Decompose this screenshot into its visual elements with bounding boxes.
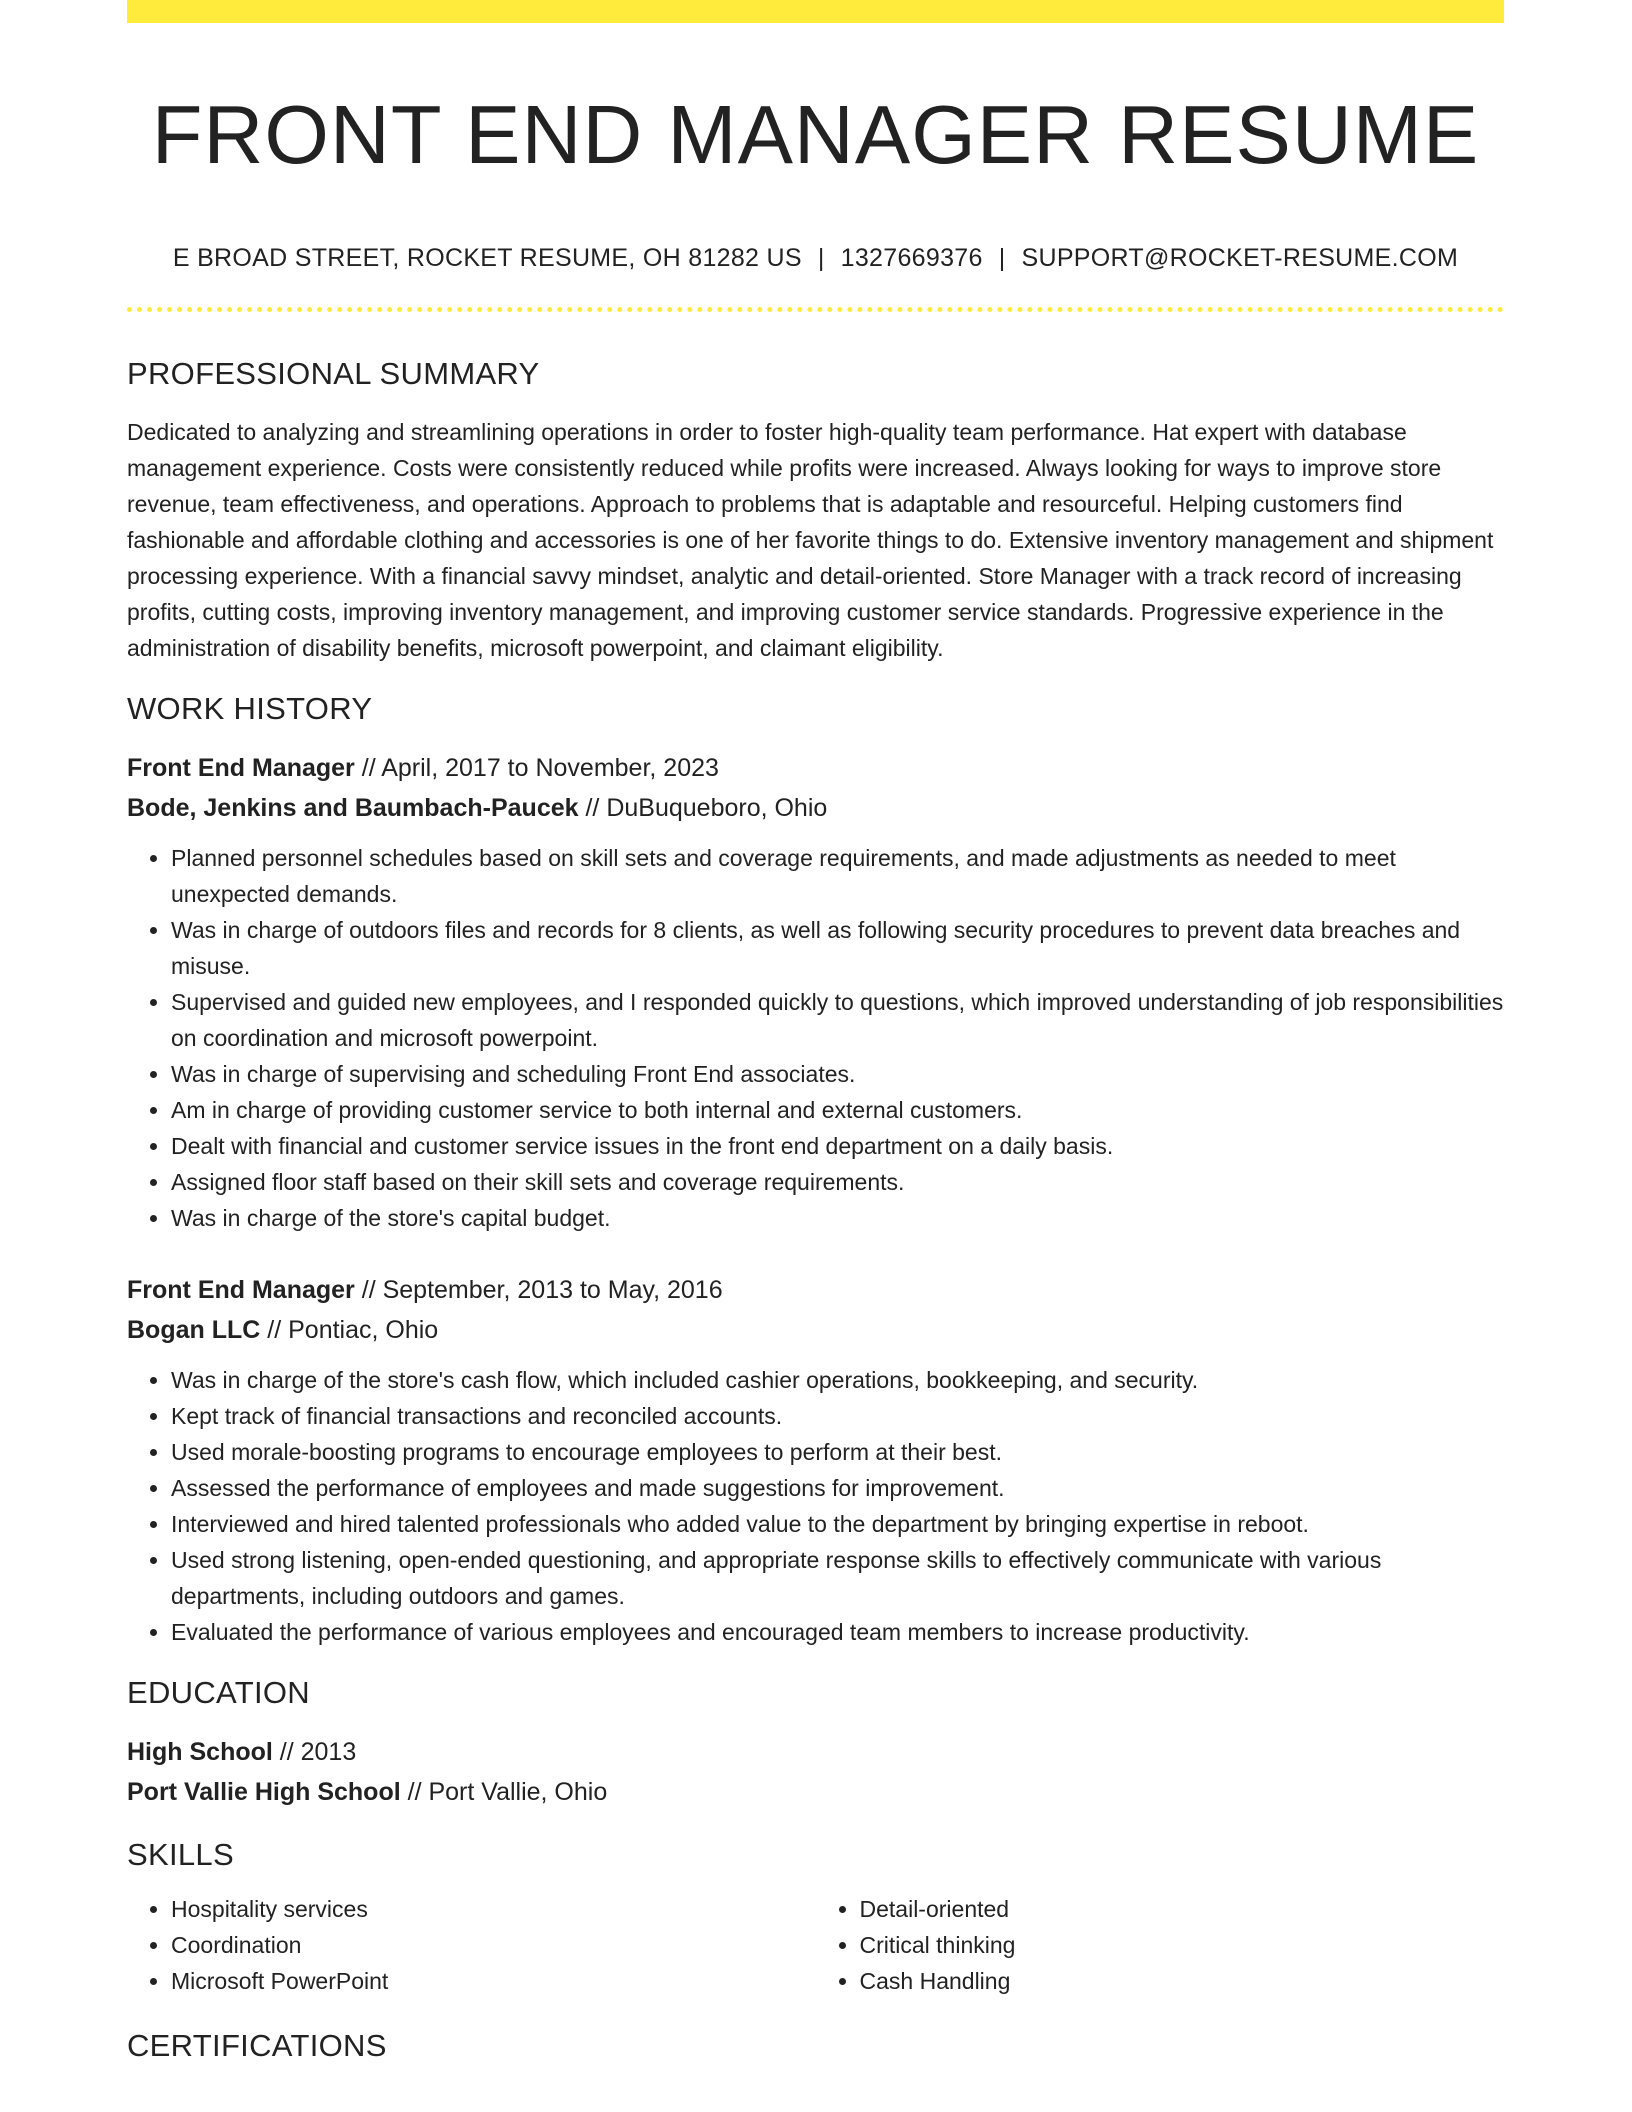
contact-address: E BROAD STREET, ROCKET RESUME, OH 81282 US	[172, 244, 802, 272]
job-duties-list	[127, 840, 1504, 1236]
list-item: • Was in charge of the store's cash flow, which included cashier operations, bookkeeping, and security.	[171, 1362, 1504, 1398]
job-dates: // September, 2013 to May, 2016	[354, 1276, 723, 1304]
list-item: • Am in charge of providing customer service to both internal and external customers.	[171, 1092, 1504, 1128]
contact-separator: |	[998, 244, 1006, 272]
education-location: // Port Vallie, Ohio	[400, 1778, 608, 1806]
list-item: • Was in charge of supervising and scheduling Front End associates.	[171, 1056, 1504, 1092]
list-item: • Was in charge of outdoors files and records for 8 clients, as well as following security procedures to prevent data breaches and misuse.	[171, 912, 1504, 984]
skill-item: • Critical thinking	[860, 1927, 1505, 1963]
job-company-line	[127, 788, 1504, 828]
skill-item: • Detail-oriented	[860, 1891, 1505, 1927]
list-item: • Supervised and guided new employees, and I responded quickly to questions, which improved understanding of job responsibilities on coordination and microsoft powerpoint.	[171, 984, 1504, 1056]
section-heading-work-history: WORK HISTORY	[127, 691, 373, 726]
job-company-line	[127, 1310, 1504, 1350]
list-item: • Assessed the performance of employees and made suggestions for improvement.	[171, 1470, 1504, 1506]
education-school: Port Vallie High School	[127, 1778, 401, 1806]
job-title: Front End Manager	[127, 1276, 355, 1304]
top-accent-bar	[127, 0, 1504, 23]
job-company: Bogan LLC	[127, 1316, 261, 1344]
job-dates: // April, 2017 to November, 2023	[354, 754, 719, 782]
skills-column-left	[127, 1891, 816, 1999]
section-heading-certifications: CERTIFICATIONS	[127, 2028, 387, 2063]
skill-item: • Microsoft PowerPoint	[171, 1963, 816, 1999]
section-heading-skills: SKILLS	[127, 1837, 234, 1872]
contact-phone: 1327669376	[840, 244, 983, 272]
education-entry	[127, 1732, 1504, 1812]
skill-item: • Hospitality services	[171, 1891, 816, 1927]
job-location: // DuBuqueboro, Ohio	[578, 794, 828, 822]
list-item: • Planned personnel schedules based on skill sets and coverage requirements, and made adjustments as needed to meet unexpected demands.	[171, 840, 1504, 912]
contact-line	[127, 243, 1504, 273]
list-item: • Kept track of financial transactions and reconciled accounts.	[171, 1398, 1504, 1434]
contact-separator: |	[817, 244, 825, 272]
list-item: • Used morale-boosting programs to encourage employees to perform at their best.	[171, 1434, 1504, 1470]
resume-title: FRONT END MANAGER RESUME	[151, 88, 1480, 181]
education-degree: High School	[127, 1738, 273, 1766]
education-year: // 2013	[272, 1738, 357, 1766]
job-location: // Pontiac, Ohio	[260, 1316, 439, 1344]
contact-email[interactable]: SUPPORT@ROCKET-RESUME.COM	[1021, 244, 1459, 272]
job-entry	[127, 1270, 1504, 1650]
list-item: • Interviewed and hired talented professionals who added value to the department by bringing expertise in reboot.	[171, 1506, 1504, 1542]
skills-list	[127, 1891, 1504, 1999]
list-item: • Dealt with financial and customer service issues in the front end department on a daily basis.	[171, 1128, 1504, 1164]
skills-column-right	[816, 1891, 1505, 1999]
job-title-line	[127, 1270, 1504, 1310]
list-item: • Assigned floor staff based on their skill sets and coverage requirements.	[171, 1164, 1504, 1200]
section-heading-education: EDUCATION	[127, 1675, 310, 1710]
section-heading-summary: PROFESSIONAL SUMMARY	[127, 356, 540, 391]
job-duties-list	[127, 1362, 1504, 1650]
skill-item: • Cash Handling	[860, 1963, 1505, 1999]
job-entry	[127, 748, 1504, 1236]
summary-text: Dedicated to analyzing and streamlining operations in order to foster high-quality team performance. Hat expert with database management experience. Costs were consistently reduced while profits were increased. Always looking for ways to improve store revenue, team effectiveness, and operations. Approach to problems that is adaptable and resourceful. Helping customers find fashionable and affordable clothing and accessories is one of her favorite things to do. Extensive inventory management and shipment processing experience. With a financial savvy mindset, analytic and detail-oriented. Store Manager with a track record of increasing profits, cutting costs, improving inventory management, and improving customer service standards. Progressive experience in the administration of disability benefits, microsoft powerpoint, and claimant eligibility.	[127, 419, 1494, 661]
education-school-line	[127, 1772, 1504, 1812]
resume-page	[127, 0, 1504, 2065]
job-title: Front End Manager	[127, 754, 355, 782]
list-item: • Was in charge of the store's capital budget.	[171, 1200, 1504, 1236]
dotted-divider	[127, 307, 1504, 312]
education-degree-line	[127, 1732, 1504, 1772]
skill-item: • Coordination	[171, 1927, 816, 1963]
list-item: • Evaluated the performance of various employees and encouraged team members to increase productivity.	[171, 1614, 1504, 1650]
job-title-line	[127, 748, 1504, 788]
list-item: • Used strong listening, open-ended questioning, and appropriate response skills to effectively communicate with various departments, including outdoors and games.	[171, 1542, 1504, 1614]
job-company: Bode, Jenkins and Baumbach-Paucek	[127, 794, 579, 822]
